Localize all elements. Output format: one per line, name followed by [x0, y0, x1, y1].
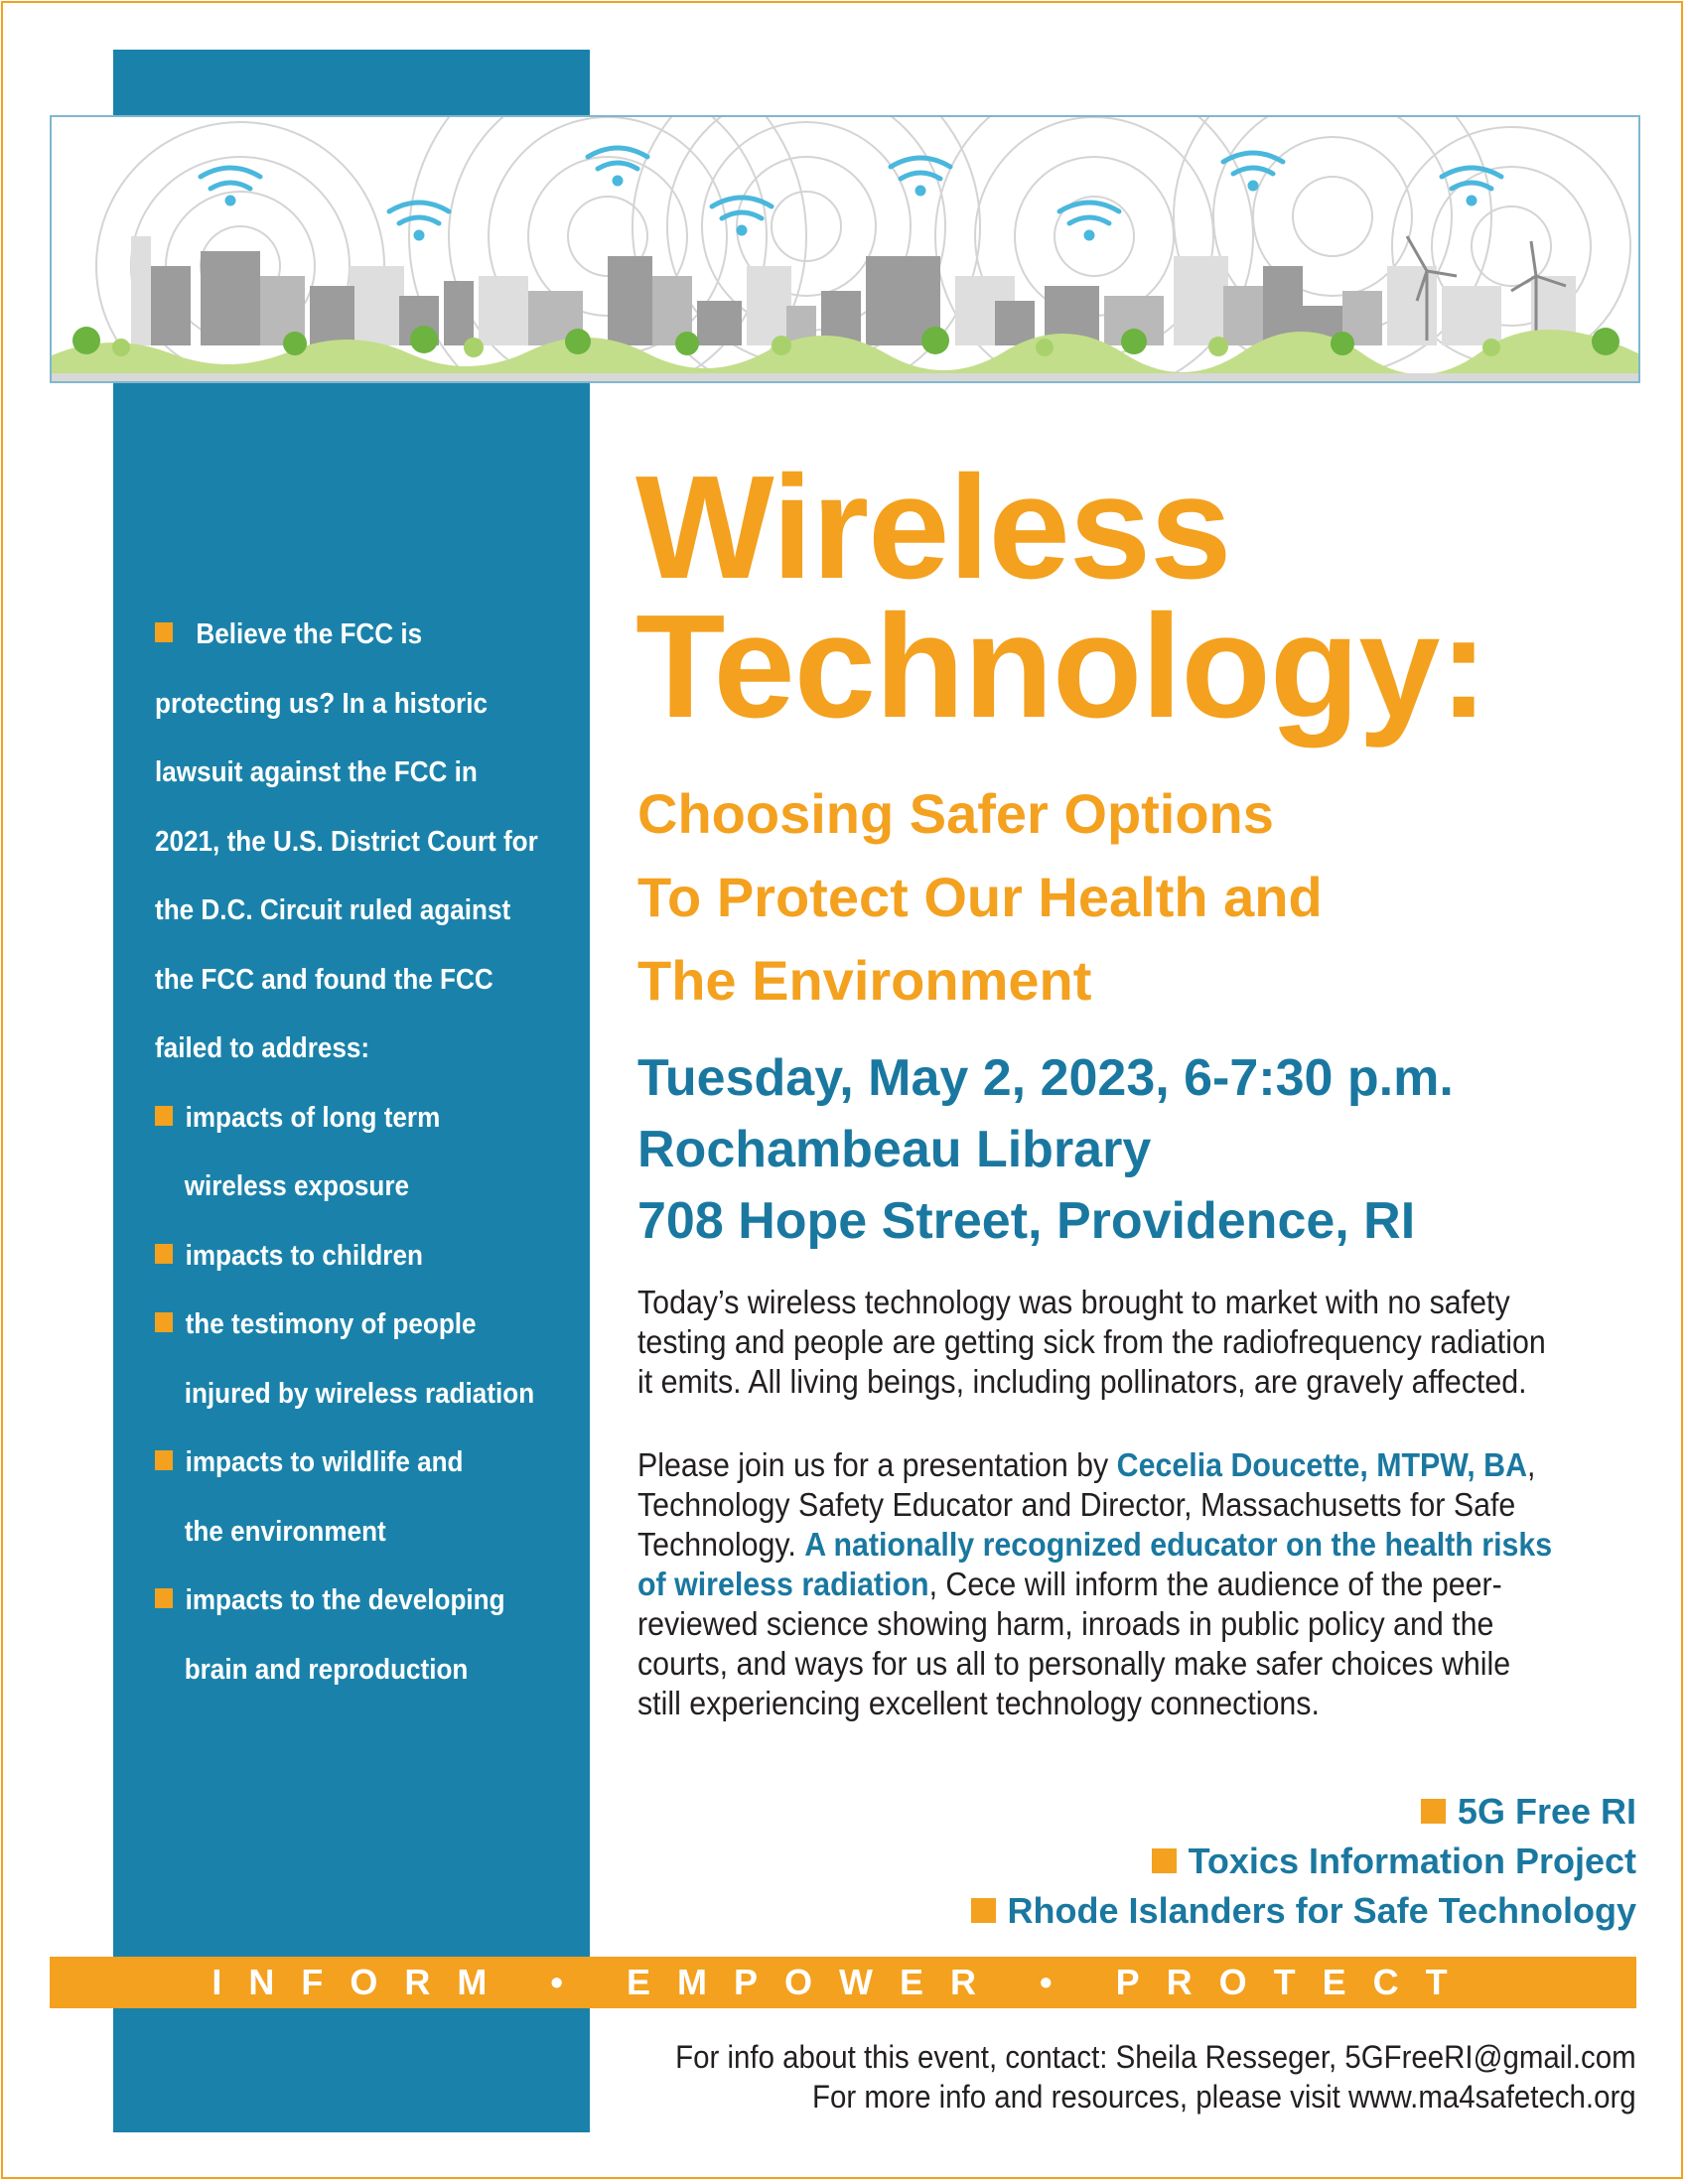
- speaker-highlight: A nationally recognized educator on the health risks of wireless radiation: [637, 1526, 1553, 1602]
- title-line: Wireless: [635, 446, 1231, 610]
- city-wireless-banner: [50, 115, 1640, 383]
- paragraph-text: Please join us for a presentation by: [637, 1446, 1117, 1483]
- page-subtitle: [637, 772, 1323, 1023]
- subtitle-line: Choosing Safer Options: [637, 782, 1274, 845]
- square-bullet-icon: [155, 1244, 173, 1264]
- side-intro-line: the D.C. Circuit ruled against: [155, 894, 511, 926]
- square-bullet-icon: [155, 1588, 173, 1608]
- side-intro-line: protecting us? In a historic: [155, 687, 488, 720]
- list-item: impacts to wildlife and: [155, 1429, 530, 1498]
- website-line: For more info and resources, please visit www.ma4safetech.org: [812, 2079, 1636, 2115]
- tagline-text: INFORM • EMPOWER • PROTECT: [211, 1962, 1475, 2002]
- contact-info: [592, 2037, 1636, 2116]
- subtitle-line: To Protect Our Health and: [637, 866, 1323, 928]
- side-intro-line: lawsuit against the FCC in: [155, 756, 478, 788]
- fcc-lawsuit-list: [155, 601, 572, 1705]
- subtitle-line: The Environment: [637, 949, 1092, 1012]
- list-item: impacts of long term: [155, 1084, 530, 1154]
- square-bullet-icon: [155, 1106, 173, 1126]
- organization-item: Toxics Information Project: [971, 1837, 1636, 1886]
- side-intro-line: the FCC and found the FCC: [155, 963, 493, 996]
- square-bullet-icon: [1421, 1799, 1446, 1824]
- organization-item: Rhode Islanders for Safe Technology: [971, 1886, 1636, 1936]
- event-venue: Rochambeau Library: [637, 1121, 1152, 1178]
- square-bullet-icon: [155, 622, 173, 642]
- list-item: the testimony of people: [155, 1291, 530, 1360]
- speaker-name: Cecelia Doucette, MTPW, BA: [1116, 1446, 1528, 1483]
- list-item-continuation: injured by wireless radiation: [184, 1377, 535, 1410]
- event-datetime: Tuesday, May 2, 2023, 6-7:30 p.m.: [637, 1049, 1454, 1107]
- paragraph-text: , Technology Safety Educator and Director, Massachusetts for Safe Technology.: [637, 1446, 1536, 1563]
- paragraph-text: , Cece will inform the audience of the peer-reviewed science showing harm, inroads in public policy and the courts, and ways for us all to personally make safer choices while still experiencing excellent technology connections.: [637, 1566, 1511, 1721]
- square-bullet-icon: [155, 1450, 173, 1470]
- list-item: impacts to children: [155, 1222, 530, 1292]
- list-item-continuation: wireless exposure: [184, 1170, 410, 1202]
- city-skyline-illustration: [52, 117, 1638, 381]
- side-intro-line: Believe the FCC is: [155, 601, 530, 670]
- square-bullet-icon: [1152, 1848, 1177, 1873]
- square-bullet-icon: [155, 1312, 173, 1332]
- intro-paragraph: Today’s wireless technology was brought to market with no safety testing and people are getting sick from the radiofrequency radiation it emits. All living beings, including pollinators, are gravely affected.: [637, 1284, 1546, 1400]
- tagline-bar: [50, 1957, 1636, 2008]
- presentation-paragraph: [637, 1445, 1560, 1723]
- event-details: [637, 1042, 1454, 1257]
- sponsor-organizations: [971, 1787, 1636, 1936]
- page-title: [635, 446, 1487, 749]
- list-item: impacts to the developing: [155, 1567, 530, 1636]
- contact-line: For info about this event, contact: Sheila Resseger, 5GFreeRI@gmail.com: [675, 2039, 1636, 2075]
- title-line: Technology:: [635, 585, 1487, 749]
- square-bullet-icon: [971, 1898, 996, 1923]
- side-intro-line: failed to address:: [155, 1032, 370, 1064]
- organization-item: 5G Free RI: [971, 1787, 1636, 1837]
- side-intro-line: 2021, the U.S. District Court for: [155, 825, 538, 858]
- list-item-continuation: brain and reproduction: [184, 1653, 469, 1686]
- list-item-continuation: the environment: [184, 1515, 386, 1548]
- event-address: 708 Hope Street, Providence, RI: [637, 1192, 1416, 1250]
